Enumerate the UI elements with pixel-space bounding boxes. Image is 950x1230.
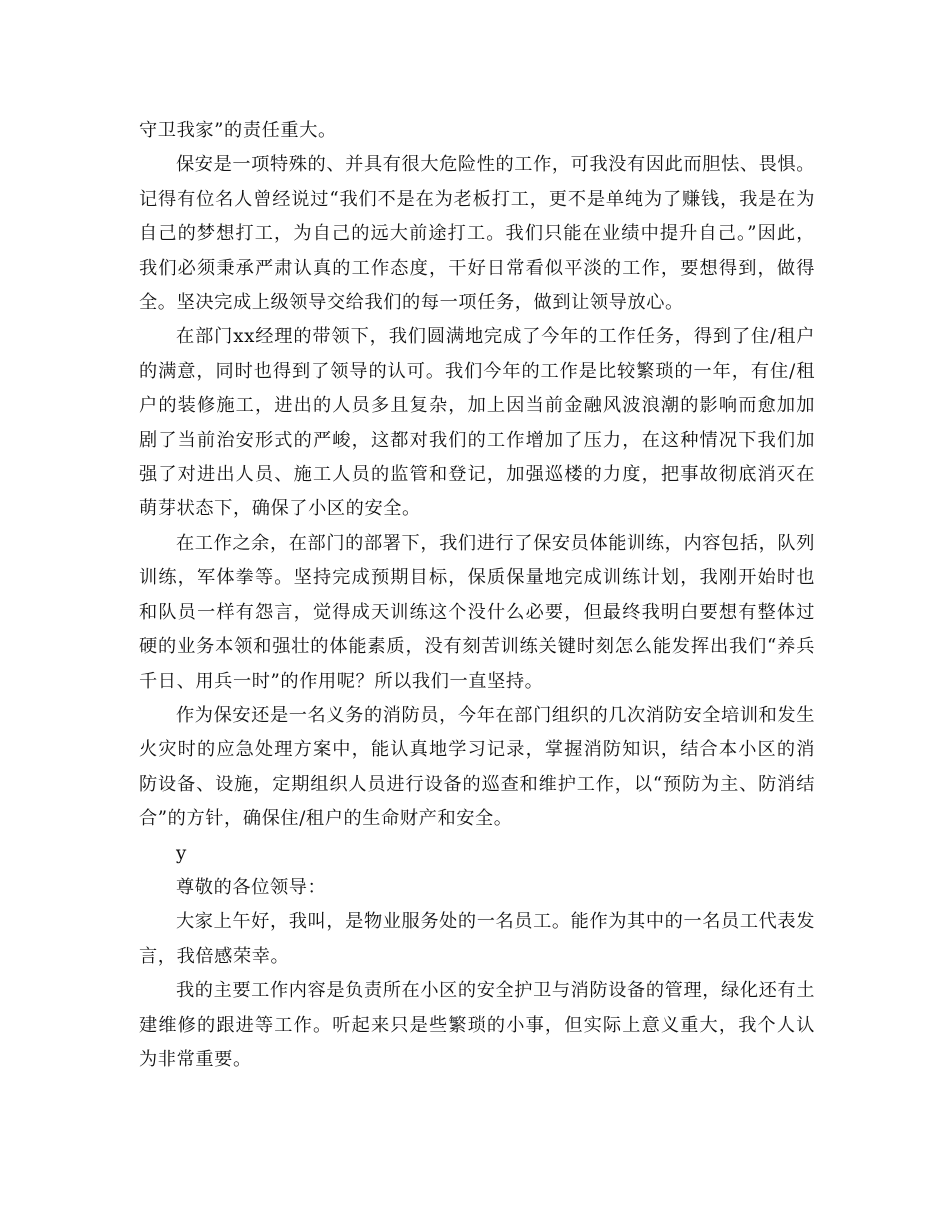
document-body	[139, 114, 815, 1077]
paragraph-training: 在工作之余，在部门的部署下，我们进行了保安员体能训练，内容包括，队列训练，军体拳等。坚持完成预期目标，保质保量地完成训练计划，我刚开始时也和队员一样有怨言，觉得成天训练这个没什么必要，但最终我明白要想有整体过硬的业务本领和强壮的体能素质，没有刻苦训练关键时刻怎么能发挥出我们“养兵千日、用兵一时”的作用呢？所以我们一直坚持。	[139, 532, 815, 692]
paragraph-fire-safety: 作为保安还是一名义务的消防员，今年在部门组织的几次消防安全培训和发生火灾时的应急处理方案中，能认真地学习记录，掌握消防知识，结合本小区的消防设备、设施，定期组织人员进行设备的巡查和维护工作，以“预防为主、防消结合”的方针，确保住/租户的生命财产和安全。	[139, 704, 815, 830]
paragraph-salutation: 尊敬的各位领导：	[176, 876, 327, 898]
paragraph-marker: y	[176, 842, 187, 864]
paragraph-job-description: 我的主要工作内容是负责所在小区的安全护卫与消防设备的管理，绿化还有土建维修的跟进等工作。听起来只是些繁琐的小事，但实际上意义重大，我个人认为非常重要。	[139, 980, 815, 1070]
paragraph-greeting: 大家上午好，我叫，是物业服务处的一名员工。能作为其中的一名员工代表发言，我倍感荣幸。	[139, 911, 815, 967]
paragraph-continuation: 守卫我家”的责任重大。	[139, 120, 337, 141]
paragraph-security-attitude: 保安是一项特殊的、并具有很大危险性的工作，可我没有因此而胆怯、畏惧。记得有位名人曾经说过“我们不是在为老板打工，更不是单纯为了赚钱，我是在为自己的梦想打工，为自己的远大前途打工。我们只能在业绩中提升自己。”因此，我们必须秉承严肃认真的工作态度，干好日常看似平淡的工作，要想得到，做得全。坚决完成上级领导交给我们的每一项任务，做到让领导放心。	[139, 154, 815, 314]
paragraph-work-achievements: 在部门xx经理的带领下，我们圆满地完成了今年的工作任务，得到了住/租户的满意，同时也得到了领导的认可。我们今年的工作是比较繁琐的一年，有住/租户的装修施工，进出的人员多且复杂，加上因当前金融风波浪潮的影响而愈加加剧了当前治安形式的严峻，这都对我们的工作增加了压力，在这种情况下我们加强了对进出人员、施工人员的监管和登记，加强巡楼的力度，把事故彻底消灭在萌芽状态下，确保了小区的安全。	[139, 326, 815, 520]
